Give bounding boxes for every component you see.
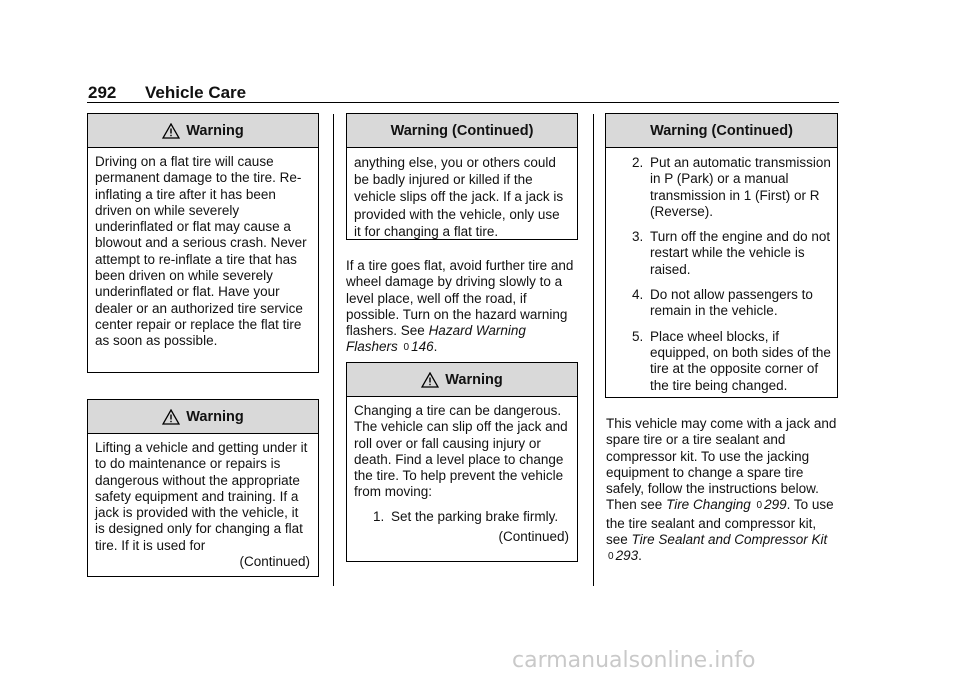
warning-text: Lifting a vehicle and getting under it to do maintenance or repairs is dangerous without the appropriate safety equipment and training. If a jack is provided with the vehicle, it is designed only for changing a flat tire. If it is used for <box>95 440 308 553</box>
step-list <box>613 155 831 394</box>
warning-header <box>347 363 577 397</box>
step-number: 4. <box>632 287 644 303</box>
warning-triangle-icon <box>162 123 180 139</box>
warning-header <box>88 400 318 434</box>
paragraph-text: If a tire goes flat, avoid further tire and wheel damage by driving slowly to a level place, well off the road, if possible. Turn on the hazard warning flashers. See <box>346 258 574 339</box>
header-rule <box>87 102 839 103</box>
step-item <box>613 155 831 220</box>
warning-box-changing <box>346 362 578 562</box>
page-ref-arrow-icon: 0 <box>403 342 410 354</box>
step-number: 1. <box>373 508 385 524</box>
page-number: 292 <box>88 83 117 102</box>
step-item <box>613 229 831 278</box>
warning-text: Driving on a flat tire will cause permanent damage to the tire. Re-inflating a tire after it has been driven on while severely underinflated or flat may cause a blowout and a serious crash. Never attempt to re-inflate a tire that has been driven on while severely underinflated or flat. Have your dealer or an authorized tire service center repair or replace the flat tire as soon as possible. <box>95 154 307 349</box>
step-item <box>613 329 831 394</box>
warning-header: Warning (Continued) <box>347 114 577 148</box>
jack-info-paragraph <box>606 416 838 567</box>
continued-label: (Continued) <box>498 529 569 545</box>
warning-box-lifting <box>87 399 319 577</box>
step-number: 3. <box>632 229 644 245</box>
flat-tire-paragraph <box>346 258 581 358</box>
warning-header <box>88 114 318 148</box>
paragraph-text: . To use the tire sealant and compressor kit, see <box>606 497 834 548</box>
step-text: Turn off the engine and do not restart while the vehicle is raised. <box>650 229 831 277</box>
warning-box-steps-continued <box>605 113 838 398</box>
warning-title: Warning <box>186 122 244 139</box>
page-ref-number[interactable]: 299 <box>764 497 787 513</box>
step-text: Put an automatic transmission in P (Park) or a manual transmission in 1 (First) or R (Reverse). <box>650 155 831 219</box>
step-text: Place wheel blocks, if equipped, on both sides of the tire at the opposite corner of the tire being changed. <box>650 328 831 393</box>
warning-title: Warning <box>445 371 503 388</box>
warning-title: Warning <box>186 408 244 425</box>
step-number: 5. <box>632 328 644 344</box>
warning-box-jack-continued <box>346 113 578 240</box>
column-divider-2 <box>593 114 594 586</box>
warning-triangle-icon <box>162 409 180 425</box>
warning-box-flat-tire <box>87 113 319 373</box>
tire-changing-link[interactable]: Tire Changing <box>666 497 751 513</box>
watermark: carmanualsonline.info <box>512 648 756 673</box>
column-divider-1 <box>333 114 334 586</box>
page-ref-arrow-icon: 0 <box>756 500 763 512</box>
step-item <box>613 287 831 320</box>
step-text: Set the parking brake firmly. <box>391 508 559 524</box>
step-number: 2. <box>632 155 644 170</box>
page-ref-number[interactable]: 293 <box>615 548 639 564</box>
warning-text: Changing a tire can be dangerous. The vehicle can slip off the jack and roll over or fall causing injury or death. Find a level place to change the tire. To help prevent the vehicle from moving: <box>354 403 568 500</box>
period: . <box>638 548 642 564</box>
section-title: Vehicle Care <box>145 83 247 102</box>
page-ref-arrow-icon: 0 <box>608 551 614 563</box>
warning-header: Warning (Continued) <box>606 114 837 148</box>
tire-sealant-link[interactable]: Tire Sealant and Compressor Kit <box>631 532 828 548</box>
continued-label: (Continued) <box>239 554 310 570</box>
page-ref-number[interactable]: 146 <box>411 339 434 355</box>
step-text: Do not allow passengers to remain in the vehicle. <box>650 287 813 319</box>
warning-triangle-icon <box>421 372 439 388</box>
hazard-flashers-link[interactable]: Hazard Warning Flashers <box>346 323 526 355</box>
step-list <box>354 509 569 525</box>
paragraph-text: This vehicle may come with a jack and spare tire or a tire sealant and compressor kit. To use the jacking equipment to change a spare tire safely, follow the instructions below. Then see <box>606 416 837 513</box>
warning-text: anything else, you or others could be badly injured or killed if the vehicle slips off the jack. If a jack is provided with the vehicle, only use it for changing a flat tire. <box>354 155 564 239</box>
step-item <box>354 509 569 525</box>
period: . <box>433 339 438 355</box>
page-header <box>88 83 838 103</box>
